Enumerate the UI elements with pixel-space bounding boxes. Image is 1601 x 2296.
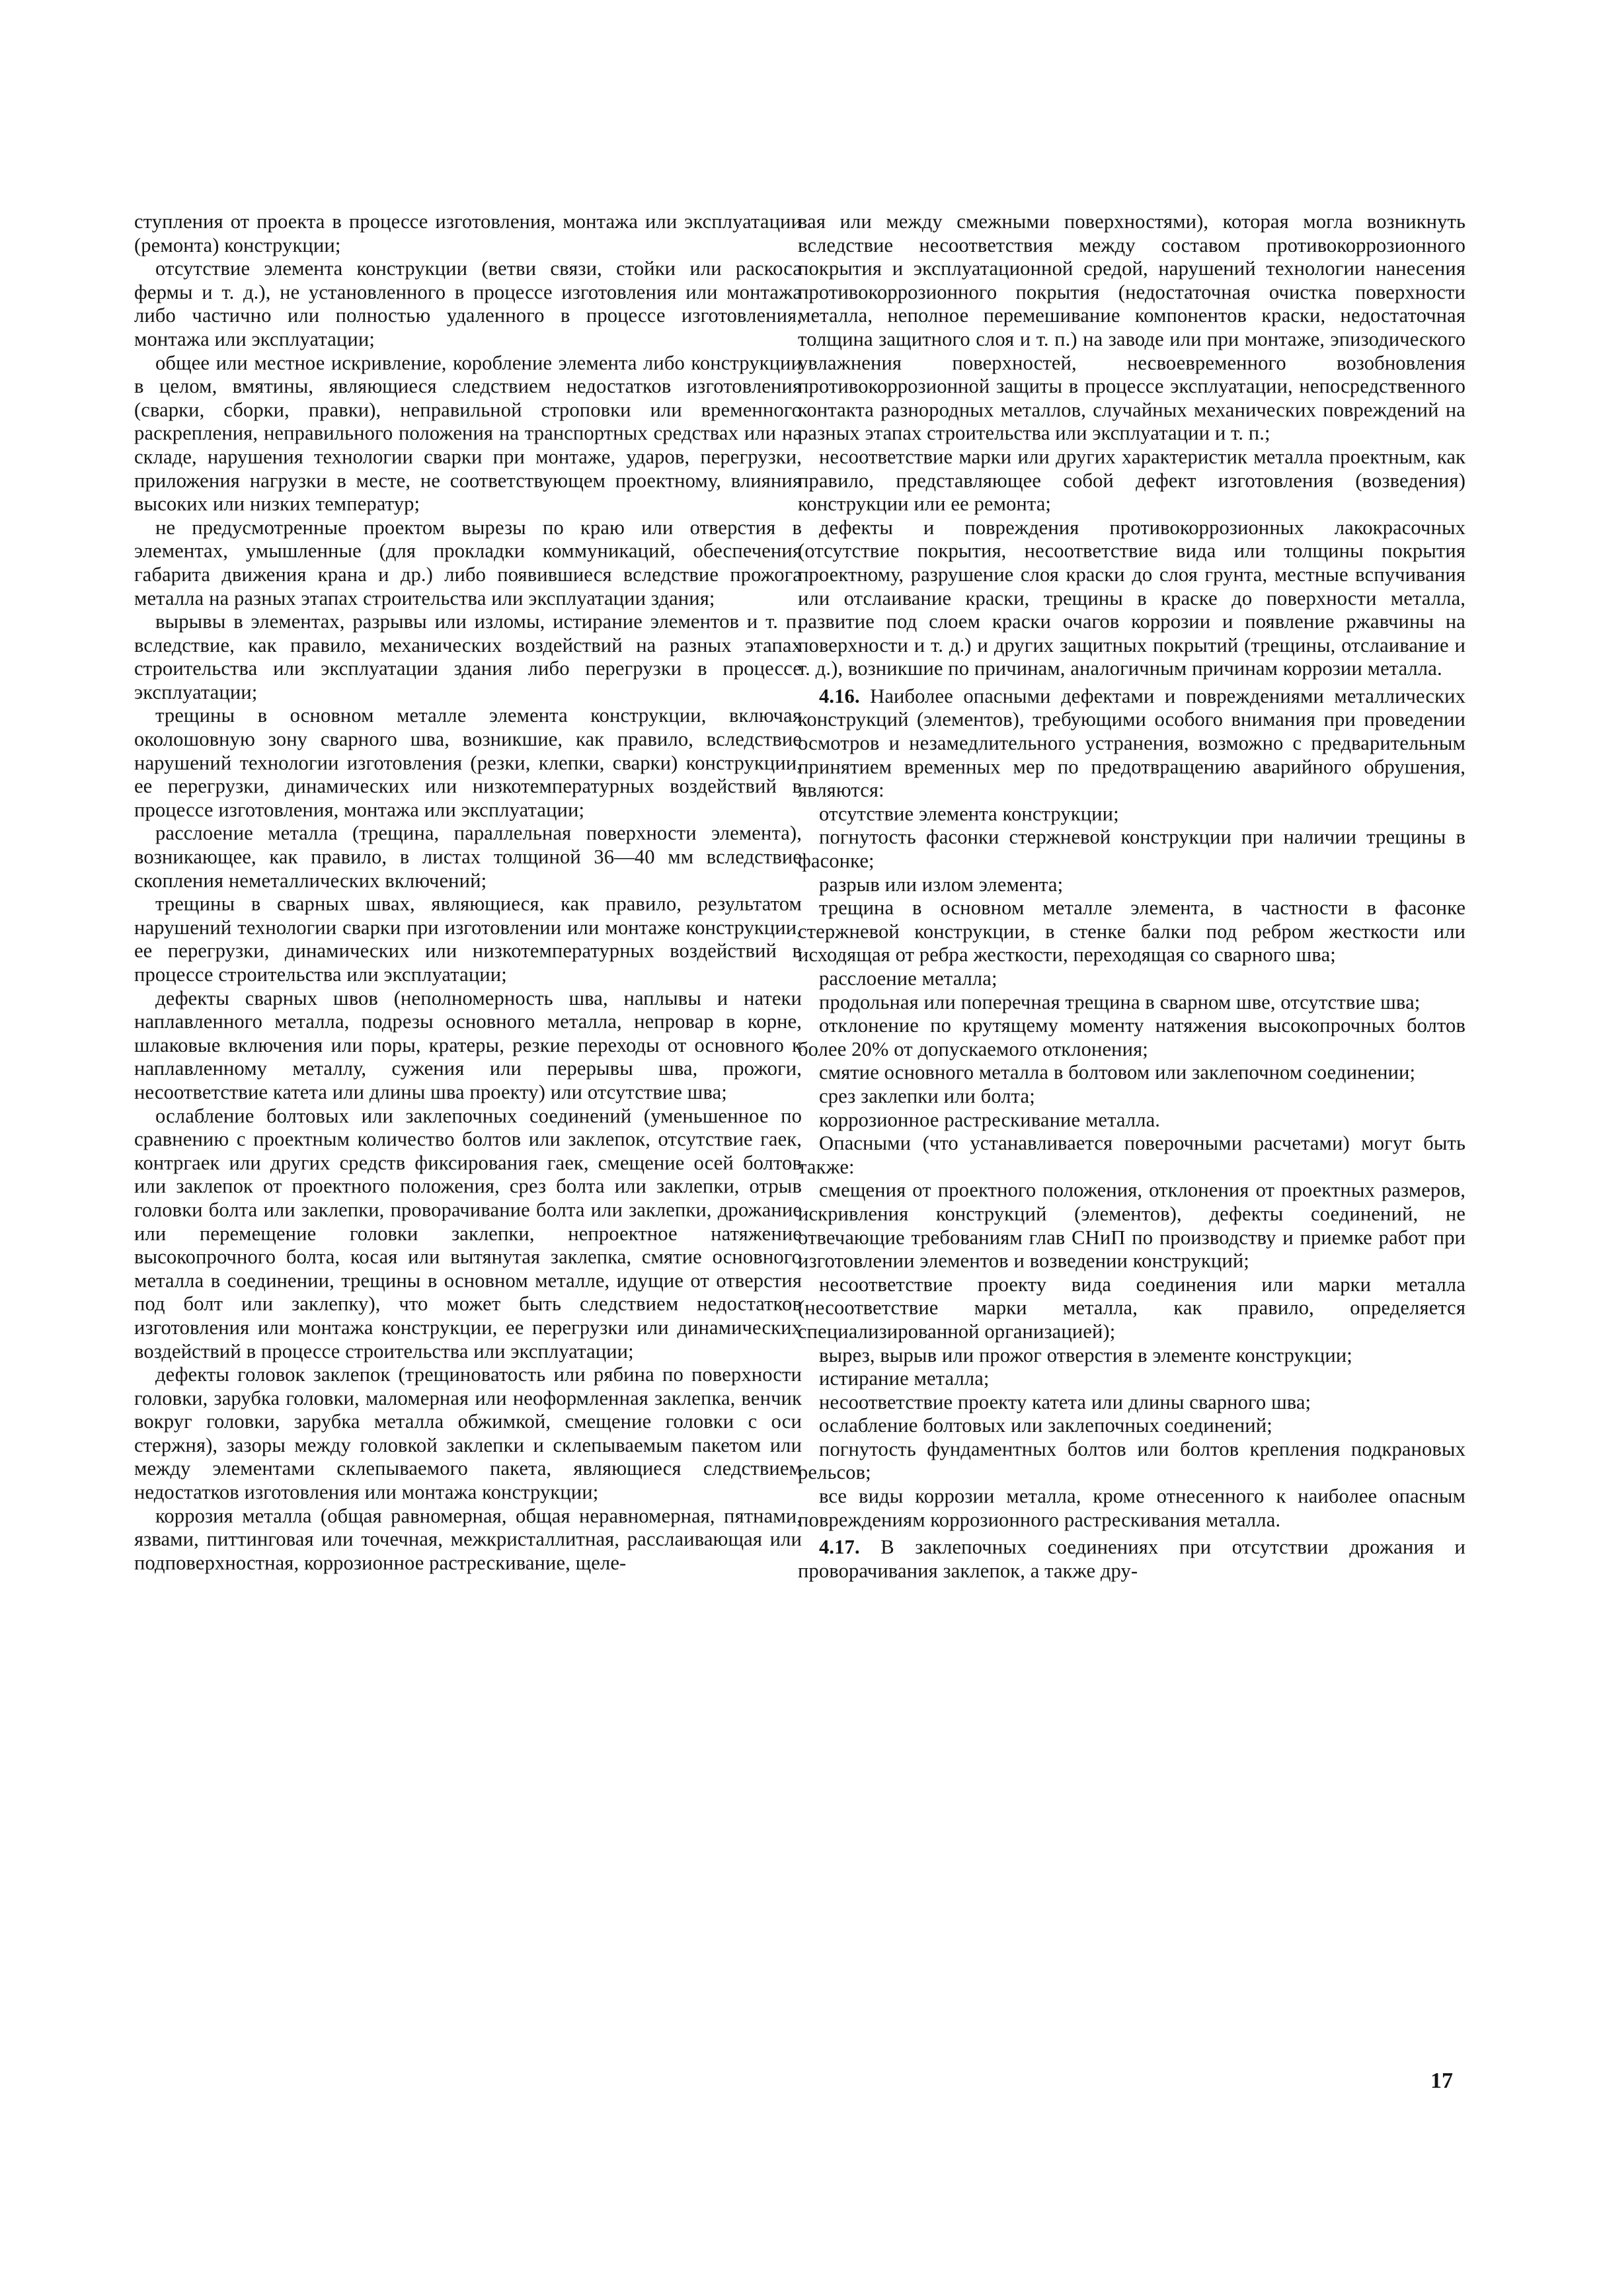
paragraph: трещина в основном металле элемента, в частности в фасонке стержневой конструкции, в стенке балки под ребром жесткости или исходящая от ребра жесткости, переходящая со сварного шва; xyxy=(798,896,1465,967)
paragraph: отклонение по крутящему моменту натяжения высокопрочных болтов более 20% от допускаемого отклонения; xyxy=(798,1014,1465,1060)
paragraph: отсутствие элемента конструкции (ветви связи, стойки или раскоса фермы и т. д.), не установленного в процессе изготовления или монтажа либо частично или полностью удаленного в процессе изготовления, монтажа или эксплуатации; xyxy=(134,257,802,350)
paragraph: разрыв или излом элемента; xyxy=(819,873,1064,896)
paragraph: дефекты сварных швов (неполномерность шва, наплывы и натеки наплавленного металла, подрезы основного металла, непровар в корне, шлаковые включения или поры, кратеры, резкие переходы от основного к наплавленному металлу, сужения или перерывы шва, прожоги, несоответствие катета или длины шва проекту) или отсутствие шва; xyxy=(134,986,802,1103)
paragraph: несоответствие проекту катета или длины сварного шва; xyxy=(819,1390,1311,1413)
paragraph: коррозия металла (общая равномерная, общая неравномерная, пятнами, язвами, питтинговая или точечная, межкристаллитная, расслаивающая или подповерхностная, коррозионное растрескивание, щеле- xyxy=(134,1504,802,1574)
paragraph: несоответствие марки или других характеристик металла проектным, как правило, представляющее собой дефект изготовления (возведения) конструкции или ее ремонта; xyxy=(798,445,1465,516)
page-number: 17 xyxy=(1430,2069,1453,2093)
section-number: 4.16. xyxy=(819,684,860,707)
left-column xyxy=(134,210,802,1575)
paragraph: срез заклепки или болта; xyxy=(819,1084,1035,1107)
paragraph: смятие основного металла в болтовом или заклепочном соединении; xyxy=(819,1061,1416,1084)
paragraph: погнутость фасонки стержневой конструкции при наличии трещины в фасонке; xyxy=(798,826,1465,873)
right-column xyxy=(798,210,1465,1583)
paragraph: трещины в основном металле элемента конструкции, включая околошовную зону сварного шва, возникшие, как правило, вследствие нарушений технологии изготовления (резки, клепки, сварки) конструкции, ее перегрузки, динамических или низкотемпературных воздействий в процессе изготовления, монтажа или эксплуатации; xyxy=(134,704,802,821)
paragraph xyxy=(798,1536,1465,1583)
paragraph: дефекты головок заклепок (трещиноватость или рябина по поверхности головки, зарубка головки, маломерная или неоформленная заклепка, венчик вокруг головки, зарубка металла обжимкой, смещение головки с оси стержня), зазоры между головкой заклепки и склепываемым пакетом или между элементами склепываемого пакета, являющиеся следствием недостатков изготовления или монтажа конструкции; xyxy=(134,1363,802,1504)
paragraph: трещины в сварных швах, являющиеся, как правило, результатом нарушений технологии сварки при изготовлении или монтаже конструкции, ее перегрузки, динамических или низкотемпературных воздействий в процессе строительства или эксплуатации; xyxy=(134,892,802,986)
paragraph: общее или местное искривление, коробление элемента либо конструкции в целом, вмятины, являющиеся следствием недостатков изготовления (сварки, сборки, правки), неправильной строповки или временного раскрепления, неправильного положения на транспортных средствах или на складе, нарушения технологии сварки при монтаже, ударов, перегрузки, приложения нагрузки в месте, не соответствующем проектному, влияния высоких или низких температур; xyxy=(134,351,802,516)
paragraph: смещения от проектного положения, отклонения от проектных размеров, искривления конструкций (элементов), дефекты соединений, не отвечающие требованиям глав СНиП по производству и приемке работ при изготовлении элементов и возведении конструкций; xyxy=(798,1179,1465,1273)
paragraph: погнутость фундаментных болтов или болтов крепления подкрановых рельсов; xyxy=(798,1437,1465,1484)
paragraph: вырез, вырыв или прожог отверстия в элементе конструкции; xyxy=(819,1343,1352,1366)
paragraph: отсутствие элемента конструкции; xyxy=(819,802,1119,825)
paragraph-text: Наиболее опасными дефектами и повреждениями металлических конструкций (элементов), требующими особого внимания при проведении осмотров и незамедлительного устранения, возможно с предварительным принятием временных мер по предотвращению аварийного обрушения, являются: xyxy=(798,684,1465,802)
paragraph: все виды коррозии металла, кроме отнесенного к наиболее опасным повреждениям коррозионного растрескивания металла. xyxy=(798,1485,1465,1531)
paragraph: коррозионное растрескивание металла. xyxy=(819,1108,1161,1131)
paragraph: Опасными (что устанавливается поверочными расчетами) могут быть также: xyxy=(798,1132,1465,1178)
paragraph xyxy=(798,685,1465,803)
paragraph: расслоение металла (трещина, параллельная поверхности элемента), возникающее, как правило, в листах толщиной 36—40 мм вследствие скопления неметаллических включений; xyxy=(134,822,802,892)
paragraph: истирание металла; xyxy=(819,1367,990,1390)
paragraph: ослабление болтовых или заклепочных соединений; xyxy=(819,1414,1272,1437)
paragraph: вырывы в элементах, разрывы или изломы, истирание элементов и т. п. вследствие, как правило, механических воздействий на разных этапах строительства или эксплуатации здания либо перегрузки в процессе эксплуатации; xyxy=(134,610,802,703)
paragraph: несоответствие проекту вида соединения или марки металла (несоответствие марки металла, как правило, определяется специализированной организацией); xyxy=(798,1273,1465,1343)
paragraph: продольная или поперечная трещина в сварном шве, отсутствие шва; xyxy=(819,990,1421,1013)
paragraph: ослабление болтовых или заклепочных соединений (уменьшенное по сравнению с проектным количество болтов или заклепок, отсутствие гаек, контргаек или других средств фиксирования гаек, смещение осей болтов или заклепок от проектного положения, срез болта или заклепки, отрыв головки болта или заклепки, проворачивание болта или заклепки, дрожание или перемещение головки заклепки, непроектное натяжение высокопрочного болта, косая или вытянутая заклепка, смятие основного металла в соединении, трещины в основном металле, идущие от отверстия под болт или заклепку), что может быть следствием недостатков изготовления или монтажа конструкции, ее перегрузки или динамических воздействий в процессе строительства или эксплуатации; xyxy=(134,1104,802,1363)
section-number: 4.17. xyxy=(819,1536,860,1559)
paragraph: ступления от проекта в процессе изготовления, монтажа или эксплуатации (ремонта) конструкции; xyxy=(134,210,802,257)
paragraph-text: В заклепочных соединениях при отсутствии дрожания и проворачивания заклепок, а также дру- xyxy=(798,1536,1465,1582)
paragraph: не предусмотренные проектом вырезы по краю или отверстия в элементах, умышленные (для прокладки коммуникаций, обеспечения габарита движения крана и др.) либо появившиеся вследствие прожога металла на разных этапах строительства или эксплуатации здания; xyxy=(134,516,802,610)
paragraph: вая или между смежными поверхностями), которая могла возникнуть вследствие несоответствия между составом противокоррозионного покрытия и эксплуатационной средой, нарушений технологии нанесения противокоррозионного покрытия (недостаточная очистка поверхности металла, неполное перемешивание компонентов краски, недостаточная толщина защитного слоя и т. п.) на заводе или при монтаже, эпизодического увлажнения поверхностей, несвоевременного возобновления противокоррозионной защиты в процессе эксплуатации, непосредственного контакта разнородных металлов, случайных механических повреждений на разных этапах строительства или эксплуатации и т. п.; xyxy=(798,210,1465,445)
paragraph: расслоение металла; xyxy=(819,967,997,990)
paragraph: дефекты и повреждения противокоррозионных лакокрасочных (отсутствие покрытия, несоответствие вида или толщины покрытия проектному, разрушение слоя краски до слоя грунта, местные вспучивания или отслаивание краски, трещины в краске до поверхности металла, развитие под слоем краски очагов коррозии и появление ржавчины на поверхности и т. д.) и других защитных покрытий (трещины, отслаивание и т. д.), возникшие по причинам, аналогичным причинам коррозии металла. xyxy=(798,516,1465,680)
